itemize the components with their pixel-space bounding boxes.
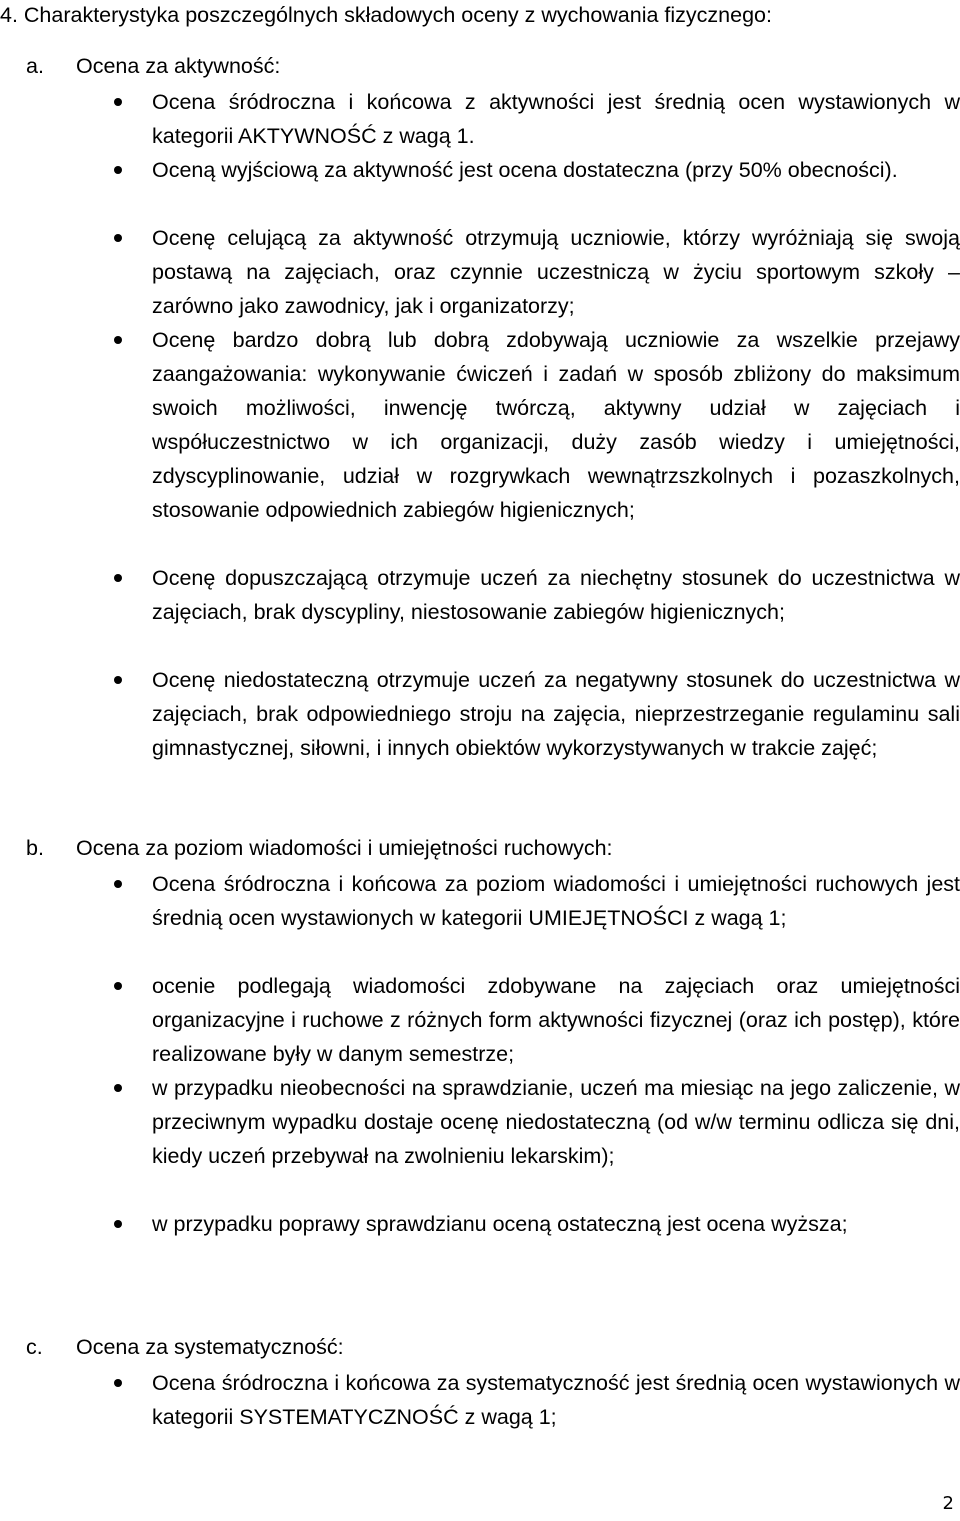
section-title: Ocena za systematyczność: (76, 1335, 344, 1359)
list-item: Oceną wyjściową za aktywność jest ocena dostateczna (przy 50% obecności). (152, 158, 898, 182)
section-letter: c. (26, 1335, 43, 1359)
bullet-icon (114, 166, 122, 174)
bullet-icon (114, 880, 122, 888)
bullet-icon (114, 676, 122, 684)
list-item: Ocenę celującą za aktywność otrzymują uczniowie, którzy wyróżniają się swoją postawą na zajęciach, oraz czynnie uczestniczą w życiu sportowym szkoły – zarówno jako zawodnicy, jak i organizatorzy; (152, 226, 960, 318)
list-item: w przypadku poprawy sprawdzianu oceną ostateczną jest ocena wyższa; (152, 1212, 848, 1236)
list-item: Ocenę dopuszczającą otrzymuje uczeń za niechętny stosunek do uczestnictwa w zajęciach, brak dyscypliny, niestosowanie zabiegów higienicznych; (152, 566, 960, 624)
list-item: Ocena śródroczna i końcowa za systematyczność jest średnią ocen wystawionych w kategorii SYSTEMATYCZNOŚĆ z wagą 1; (152, 1371, 960, 1429)
section-title: Ocena za aktywność: (76, 54, 281, 78)
bullet-icon (114, 98, 122, 106)
list-item: Ocenę bardzo dobrą lub dobrą zdobywają uczniowie za wszelkie przejawy zaangażowania: wykonywanie ćwiczeń i zadań w sposób zbliżony do maksimum swoich możliwości, inwencję twórczą, aktywny udział w zajęciach i współuczestnictwo w ich organizacji, duży zasób wiedzy i umiejętności, zdyscyplinowanie, udział w rozgrywkach wewnątrzszkolnych i pozaszkolnych, stosowanie odpowiednich zabiegów higienicznych; (152, 328, 960, 522)
bullet-icon (114, 982, 122, 990)
list-item: w przypadku nieobecności na sprawdzianie, uczeń ma miesiąc na jego zaliczenie, w przeciwnym wypadku dostaje ocenę niedostateczną (od w/w terminu odlicza się dni, kiedy uczeń przebywał na zwolnieniu lekarskim); (152, 1076, 960, 1168)
list-item: Ocena śródroczna i końcowa za poziom wiadomości i umiejętności ruchowych jest średnią ocen wystawionych w kategorii UMIEJĘTNOŚCI z wagą 1; (152, 872, 960, 930)
bullet-icon (114, 1379, 122, 1387)
page-number: 2 (942, 1493, 954, 1514)
bullet-icon (114, 1220, 122, 1228)
bullet-icon (114, 234, 122, 242)
bullet-icon (114, 1084, 122, 1092)
section-heading: 4. Charakterystyka poszczególnych składowych oceny z wychowania fizycznego: (0, 3, 772, 27)
list-item: Ocenę niedostateczną otrzymuje uczeń za negatywny stosunek do uczestnictwa w zajęciach, brak odpowiedniego stroju na zajęcia, nieprzestrzeganie regulaminu sali gimnastycznej, siłowni, i innych obiektów wykorzystywanych w trakcie zajęć; (152, 668, 960, 760)
section-letter: a. (26, 54, 44, 78)
section-title: Ocena za poziom wiadomości i umiejętności ruchowych: (76, 836, 613, 860)
list-item: Ocena śródroczna i końcowa z aktywności jest średnią ocen wystawionych w kategorii AKTYWNOŚĆ z wagą 1. (152, 90, 960, 148)
list-item: ocenie podlegają wiadomości zdobywane na zajęciach oraz umiejętności organizacyjne i ruchowe z różnych form aktywności fizycznej (oraz ich postęp), które realizowane były w danym semestrze; (152, 974, 960, 1066)
bullet-icon (114, 574, 122, 582)
bullet-icon (114, 336, 122, 344)
section-letter: b. (26, 836, 44, 860)
